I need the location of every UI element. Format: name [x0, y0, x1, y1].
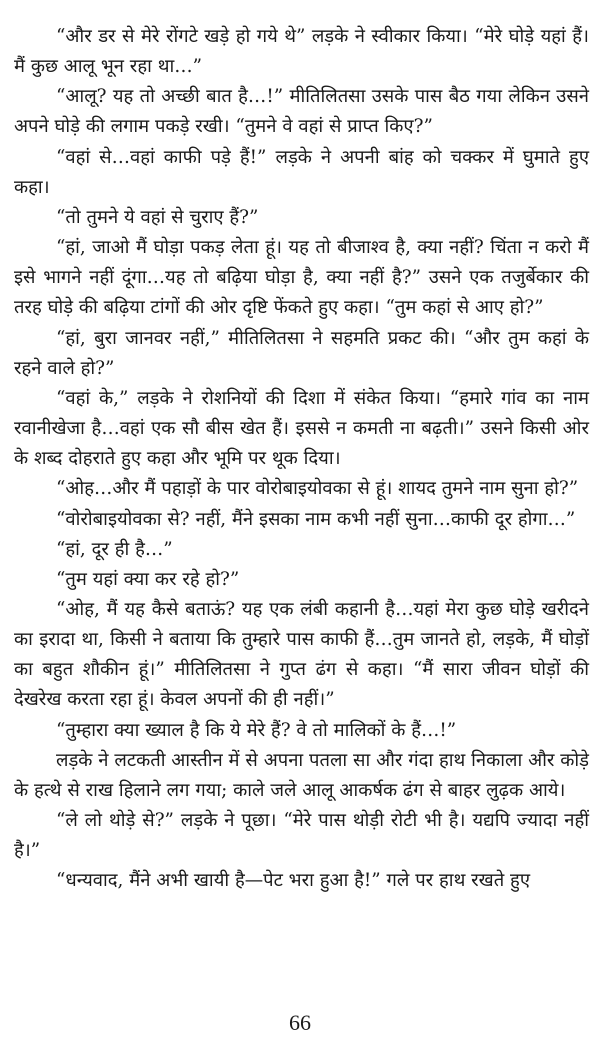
paragraph: “वोरोबाइयोवका से? नहीं, मैंने इसका नाम कभी नहीं सुना…काफी दूर होगा…” — [56, 508, 576, 530]
paragraph: “और डर से मेरे रोंगटे खड़े हो गये थे” लड़के ने स्वीकार किया। “मेरे घोड़े यहां हैं। मैं कुछ आलू भून रहा था…” — [14, 26, 589, 78]
paragraph: “धन्यवाद, मैंने अभी खायी है—पेट भरा हुआ है!” गले पर हाथ रखते हुए — [56, 870, 530, 892]
paragraph: “ओह…और मैं पहाड़ों के पार वोरोबाइयोवका से हूं। शायद तुमने नाम सुना हो?” — [56, 478, 579, 500]
paragraph: “तुम यहां क्या कर रहे हो?” — [56, 568, 240, 590]
paragraph: “आलू? यह तो अच्छी बात है…!” मीतिलितसा उसके पास बैठ गया लेकिन उसने अपने घोड़े की लगाम पकड़े रखी। “तुमने वे वहां से प्राप्त किए?” — [14, 86, 589, 138]
paragraph: “तुम्हारा क्या ख्याल है कि ये मेरे हैं? वे तो मालिकों के हैं…!” — [56, 719, 457, 741]
paragraph: “वहां के,” लड़के ने रोशनियों की दिशा में संकेत किया। “हमारे गांव का नाम रवानीखेजा है…वहां एक सौ बीस खेत हैं। इससे न कमती ना बढ़ती।” उसने किसी ओर के शब्द दोहराते हुए कहा और भूमि पर थूक दिया। — [14, 387, 589, 470]
body-text — [14, 22, 589, 897]
paragraph: “वहां से…वहां काफी पड़े हैं!” लड़के ने अपनी बांह को चक्कर में घुमाते हुए कहा। — [14, 146, 589, 198]
paragraph: “तो तुमने ये वहां से चुराए हैं?” — [56, 206, 259, 228]
paragraph: “ओह, मैं यह कैसे बताऊं? यह एक लंबी कहानी है…यहां मेरा कुछ घोड़े खरीदने का इरादा था, किसी ने बताया कि तुम्हारे पास काफी हैं…तुम जानते हो, लड़के, मैं घोड़ों का बहुत शौकीन हूं।” मीतिलितसा ने गुप्त ढंग से कहा। “मैं सारा जीवन घोड़ों की देखरेख करता रहा हूं। केवल अपनों की ही नहीं।” — [14, 598, 589, 711]
paragraph: “हां, बुरा जानवर नहीं,” मीतिलितसा ने सहमति प्रकट की। “और तुम कहां के रहने वाले हो?” — [14, 327, 589, 379]
paragraph: “हां, दूर ही है…” — [56, 538, 173, 560]
page-number: 66 — [289, 1010, 311, 1035]
paragraph: लड़के ने लटकती आस्तीन में से अपना पतला सा और गंदा हाथ निकाला और कोड़े के हत्थे से राख हिलाने लग गया; काले जले आलू आकर्षक ढंग से बाहर लुढ़क आये। — [14, 749, 589, 801]
paragraph: “ले लो थोड़े से?” लड़के ने पूछा। “मेरे पास थोड़ी रोटी भी है। यद्यपि ज्यादा नहीं है।” — [14, 810, 589, 862]
paragraph: “हां, जाओ मैं घोड़ा पकड़ लेता हूं। यह तो बीजाश्व है, क्या नहीं? चिंता न करो मैं इसे भागने नहीं दूंगा…यह तो बढ़िया घोड़ा है, क्या नहीं है?” उसने एक तजुर्बेकार की तरह घोड़े की बढ़िया टांगों की ओर दृष्टि फेंकते हुए कहा। “तुम कहां से आए हो?” — [14, 237, 589, 319]
